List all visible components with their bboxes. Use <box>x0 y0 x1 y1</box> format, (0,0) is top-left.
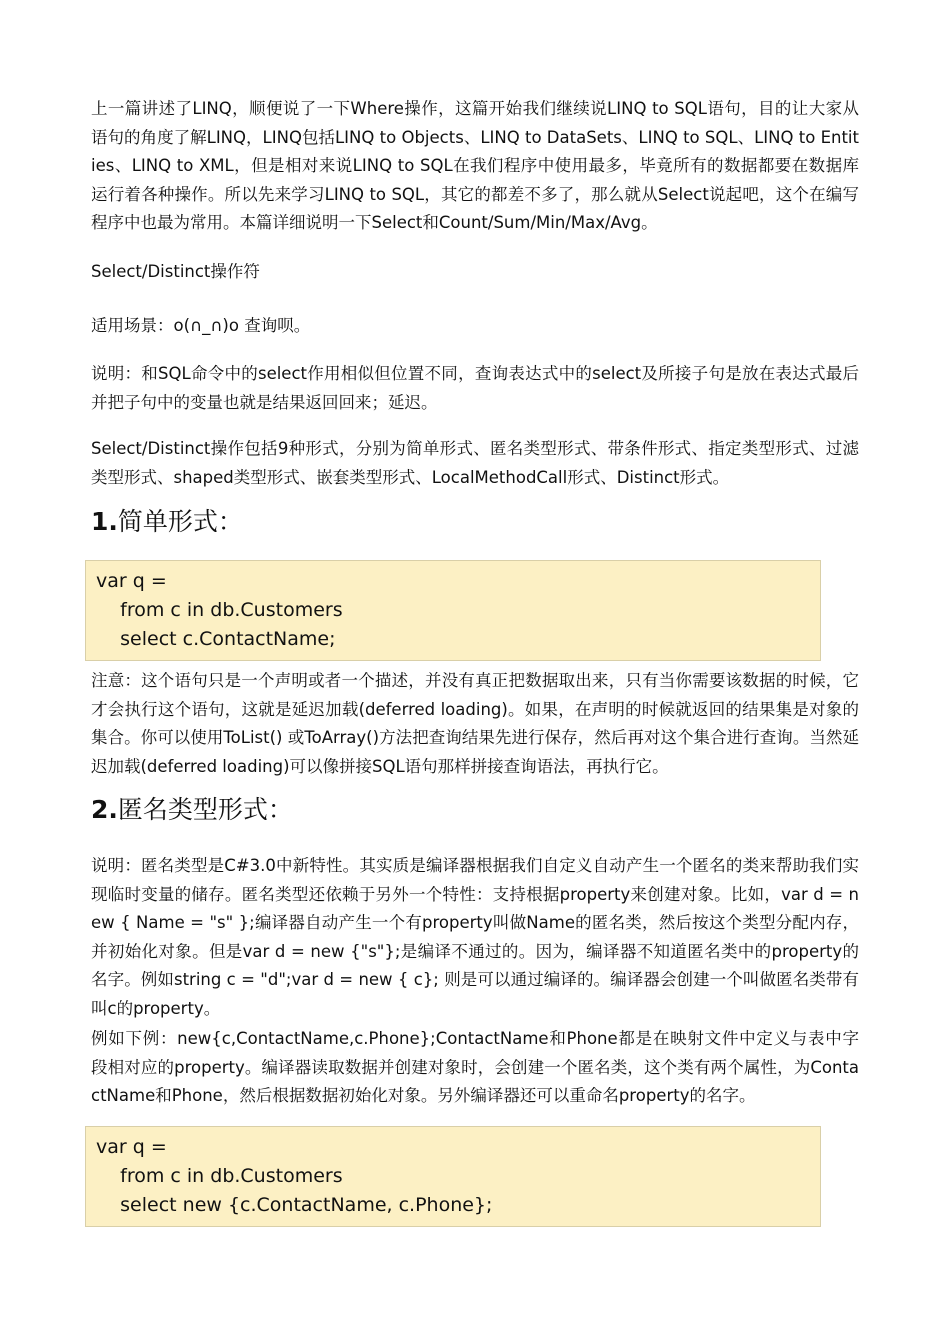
heading-number: 2. <box>91 795 118 824</box>
description-paragraph: 说明：和SQL命令中的select作用相似但位置不同，查询表达式中的select及所接子句是放在表达式最后并把子句中的变量也就是结果返回回来；延迟。 <box>91 364 859 412</box>
anonymous-type-description: 说明：匿名类型是C#3.0中新特性。其实质是编译器根据我们自定义自动产生一个匿名的类来帮助我们实现临时变量的储存。匿名类型还依赖于另外一个特性：支持根据property来创建对象。比如，var d = new { Name = "s" };编译器自动产生一个有property叫做Name的匿名类，然后按这个类型分配内存，并初始化对象。但是var d = new {"s"};是编译不通过的。因为，编译器不知道匿名类中的property的名字。例如string c = "d";var d = new { c}; 则是可以通过编译的。编译器会创建一个叫做匿名类带有叫c的property。 <box>91 856 859 1018</box>
heading-anonymous-type-form <box>91 793 293 827</box>
scenario-paragraph: 适用场景：o(∩_∩)o 查询呗。 <box>91 316 311 335</box>
anonymous-type-example: 例如下例：new{c,ContactName,c.Phone};ContactName和Phone都是在映射文件中定义与表中字段相对应的property。编译器读取数据并创建对象时，会创建一个匿名类，这个类有两个属性，为ContactName和Phone，然后根据数据初始化对象。另外编译器还可以重命名property的名字。 <box>91 1029 859 1105</box>
intro-paragraph: 上一篇讲述了LINQ，顺便说了一下Where操作，这篇开始我们继续说LINQ to SQL语句，目的让大家从语句的角度了解LINQ，LINQ包括LINQ to Objects、LINQ to DataSets、LINQ to SQL、LINQ to Entities、LINQ to XML，但是相对来说LINQ to SQL在我们程序中使用最多，毕竟所有的数据都要在数据库运行着各种操作。所以先来学习LINQ to SQL，其它的都差不多了，那么就从Select说起吧，这个在编写程序中也最为常用。本篇详细说明一下Select和Count/Sum/Min/Max/Avg。 <box>91 99 859 232</box>
heading-number: 1. <box>91 507 118 536</box>
note-paragraph: 注意：这个语句只是一个声明或者一个描述，并没有真正把数据取出来，只有当你需要该数据的时候，它才会执行这个语句，这就是延迟加载(deferred loading)。如果，在声明的时候就返回的结果集是对象的集合。你可以使用ToList() 或ToArray()方法把查询结果先进行保存，然后再对这个集合进行查询。当然延迟加载(deferred loading)可以像拼接SQL语句那样拼接查询语法，再执行它。 <box>91 671 859 776</box>
forms-intro-paragraph: Select/Distinct操作包括9种形式，分别为简单形式、匿名类型形式、带条件形式、指定类型形式、过滤类型形式、shaped类型形式、嵌套类型形式、LocalMethodCall形式、Distinct形式。 <box>91 439 859 487</box>
code-block-simple <box>85 560 821 661</box>
code-line: select new {c.ContactName, c.Phone}; <box>96 1194 493 1216</box>
code-line: var q = <box>96 1136 167 1158</box>
code-line: from c in db.Customers <box>96 599 343 621</box>
heading-text: 简单形式： <box>117 507 243 536</box>
heading-text: 匿名类型形式： <box>117 795 293 824</box>
code-line: var q = <box>96 570 167 592</box>
heading-simple-form <box>91 505 243 539</box>
code-block-anonymous <box>85 1126 821 1227</box>
code-line: select c.ContactName; <box>96 628 336 650</box>
section-title: Select/Distinct操作符 <box>91 262 260 281</box>
code-line: from c in db.Customers <box>96 1165 343 1187</box>
